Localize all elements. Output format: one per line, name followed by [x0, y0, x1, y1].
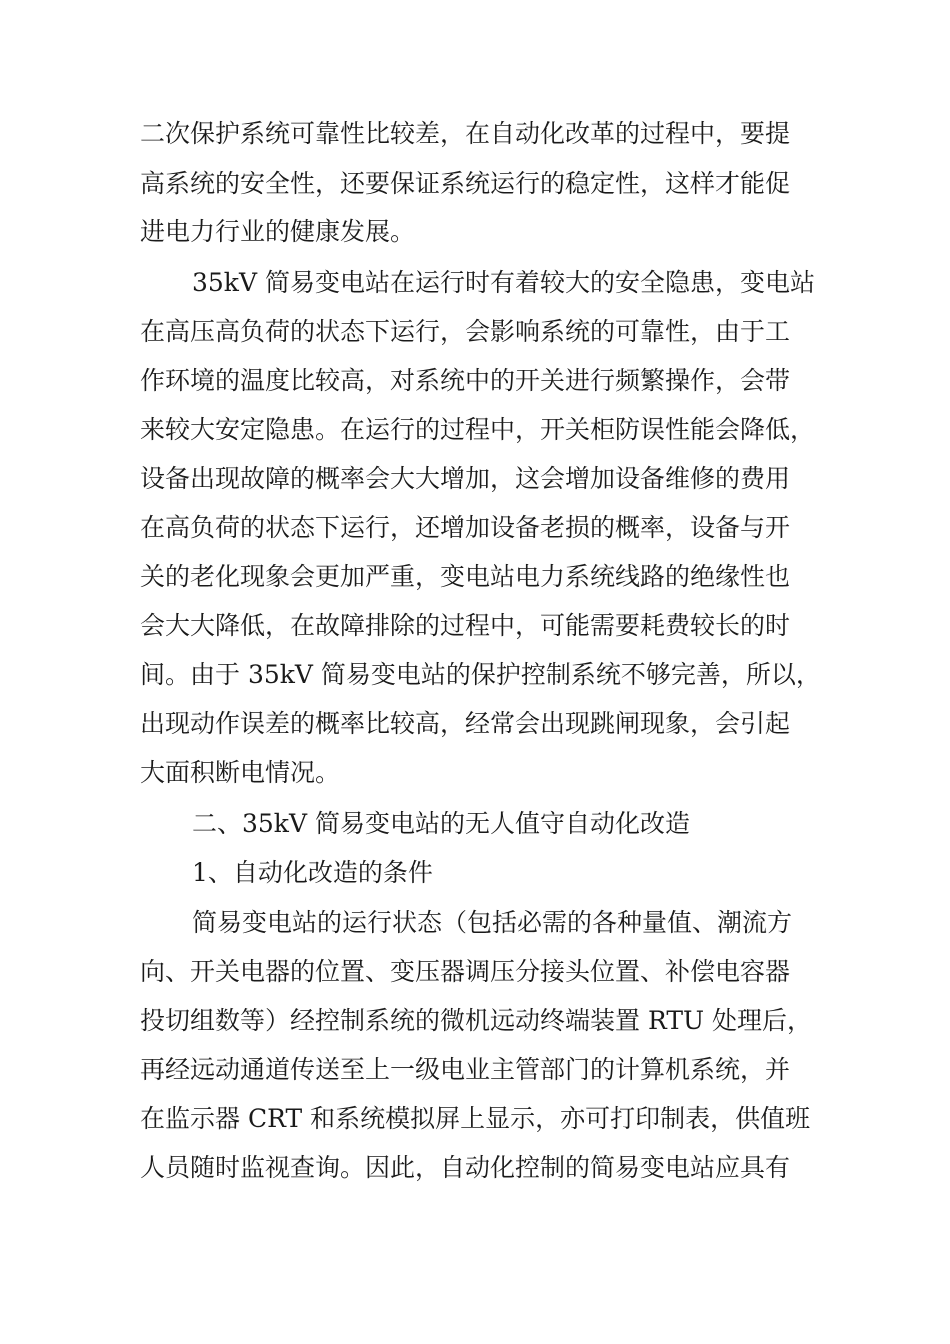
text-line: 设备出现故障的概率会大大增加，这会增加设备维修的费用 — [140, 464, 791, 493]
paragraph-first-line: 35kV 简易变电站在运行时有着较大的安全隐患，变电站 — [192, 268, 815, 297]
text-line: 关的老化现象会更加严重，变电站电力系统线路的绝缘性也 — [140, 562, 791, 591]
text-line: 大面积断电情况。 — [140, 758, 341, 787]
text-line: 间。由于 35kV 简易变电站的保护控制系统不够完善，所以， — [140, 660, 821, 689]
text-line: 出现动作误差的概率比较高，经常会出现跳闸现象，会引起 — [140, 709, 791, 738]
text-line: 作环境的温度比较高，对系统中的开关进行频繁操作，会带 — [140, 366, 791, 395]
text-line: 再经远动通道传送至上一级电业主管部门的计算机系统，并 — [140, 1055, 791, 1084]
text-line: 进电力行业的健康发展。 — [140, 217, 416, 246]
section-heading: 二、35kV 简易变电站的无人值守自动化改造 — [192, 809, 690, 838]
text-line: 会大大降低，在故障排除的过程中，可能需要耗费较长的时 — [140, 611, 791, 640]
text-line: 人员随时监视查询。因此，自动化控制的简易变电站应具有 — [140, 1153, 791, 1182]
text-line: 向、开关电器的位置、变压器调压分接头位置、补偿电容器 — [140, 957, 791, 986]
text-line: 在高压高负荷的状态下运行，会影响系统的可靠性，由于工 — [140, 317, 791, 346]
paragraph-first-line: 简易变电站的运行状态（包括必需的各种量值、潮流方 — [192, 908, 793, 937]
text-line: 在高负荷的状态下运行，还增加设备老损的概率，设备与开 — [140, 513, 791, 542]
text-line: 来较大安定隐患。在运行的过程中，开关柜防误性能会降低， — [140, 415, 816, 444]
text-line: 高系统的安全性，还要保证系统运行的稳定性，这样才能促 — [140, 169, 791, 198]
text-line: 在监示器 CRT 和系统模拟屏上显示，亦可打印制表，供值班 — [140, 1104, 811, 1133]
text-line: 投切组数等）经控制系统的微机远动终端装置 RTU 处理后， — [140, 1006, 813, 1035]
subsection-heading: 1、自动化改造的条件 — [192, 858, 433, 887]
text-line: 二次保护系统可靠性比较差，在自动化改革的过程中，要提 — [140, 119, 791, 148]
